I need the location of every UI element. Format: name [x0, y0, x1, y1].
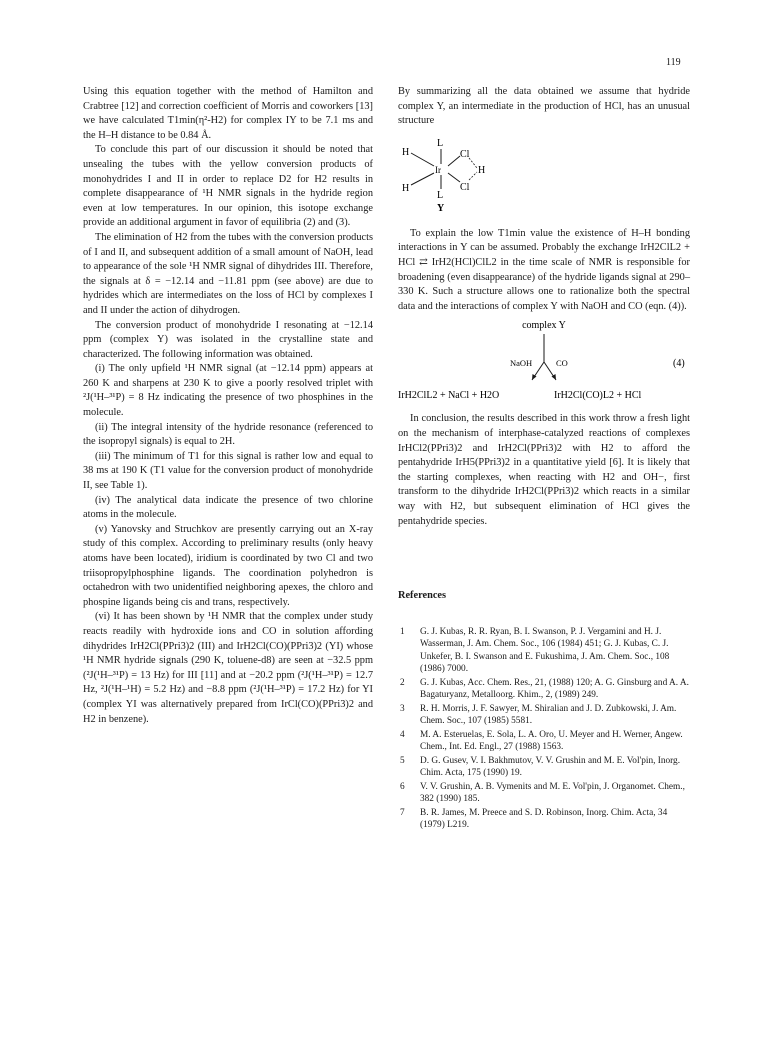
reference-item	[398, 677, 690, 702]
reference-text: B. R. James, M. Preece and S. D. Robinson, Inorg. Chim. Acta, 34 (1979) L219.	[420, 807, 668, 831]
paragraph: To explain the low T1min value the existence of H–H bonding interactions in Y can be assumed. Probably the exchange IrH2ClL2 + HCl ⇄ IrH2(HCl)ClL2 in the time scale of NMR is responsible for broadening (even disappearance) of the hydride ligands signal at 290–330 K. Such a structure allows one to rationalize both the spectral data and the interactions of complex Y with NaOH and CO (eqn. (4)).	[398, 227, 690, 312]
bond-line	[448, 173, 460, 182]
chloride-top: Cl	[460, 148, 470, 160]
reference-item	[398, 703, 690, 728]
conclusion-paragraph: In conclusion, the results described in this work throw a fresh light on the mechanism of interphase-catalyzed reactions of complexes IrHCl2(PPri3)2 and IrH2Cl(PPri3)2 with H2 to afford the pentahydride IrH5(PPri3)2 in a quantitative yield [6]. It is likely that the starting complexes, when reacting with H2 and OH−, first transform to the dihydride IrH2Cl(PPri3)2 which reacts in a similar way with H2, but subsequent elimination of HCl gives the pentahydride species.	[398, 413, 690, 527]
paragraph: The elimination of H2 from the tubes with the conversion products of I and II, and subsequent addition of a small amount of NaOH, lead to appearance of the sole ¹H NMR signal of dihydrides III. Therefore, the signals at δ = −12.14 and −11.81 ppm (see above) are due to hydrides which are intermediates on the loss of HCl by complexes I and II under the action of dihydrogen.	[83, 231, 373, 316]
bond-line	[469, 158, 477, 168]
reference-text: M. A. Esteruelas, E. Sola, L. A. Oro, U. Meyer and H. Werner, Angew. Chem., Int. Ed. Engl., 27 (1988) 1563.	[420, 729, 683, 753]
equation-number: (4)	[673, 358, 685, 370]
left-column	[83, 85, 373, 727]
bond-line	[411, 173, 434, 185]
ligand-l-top: L	[437, 137, 444, 149]
structure-diagram-y	[398, 135, 690, 213]
scheme-reactant: complex Y	[522, 320, 566, 332]
scheme-svg	[398, 316, 690, 402]
reference-item	[398, 807, 690, 832]
structure-svg	[398, 135, 690, 213]
reference-list	[398, 626, 690, 832]
reference-number: 5	[400, 755, 405, 766]
right-column	[398, 85, 690, 833]
reference-text: G. J. Kubas, R. R. Ryan, B. I. Swanson, P. J. Vergamini and H. J. Wasserman, J. Am. Chem. Soc., 106 (1984) 451; G. J. Kubas, C. J. Unkefer, B. I. Swanson and E. Fukushima, J. Am. Chem. Soc., 108 (1986) 7000.	[420, 626, 670, 675]
page-number: 119	[666, 57, 681, 68]
paragraph: (vi) It has been shown by ¹H NMR that the complex under study reacts readily with hydroxide ions and CO in solution affording dihydrides IrH2Cl(PPri3)2 (III) and IrH2Cl(CO)(PPri3)2 (YI) whose ¹H NMR hydride signals (290 K, toluene-d8) are seen at −32.5 ppm (²J(¹H–³¹P) = 13 Hz) for III [11] and at −20.2 ppm (²J(¹H–³¹P) = 12.7 Hz, ²J(¹H–¹H) = 5.2 Hz) and −8.8 ppm (²J(¹H–³¹P) = 17.2 Hz) for YI (complex YI was alternatively prepared from IrCl(CO)(PPri3)2 and H2 in benzene).	[83, 611, 373, 725]
intro-paragraph: By summarizing all the data obtained we assume that hydride complex Y, an intermediate in the production of HCl, has an unusual structure	[398, 86, 690, 127]
reference-number: 6	[400, 781, 405, 792]
paragraph: (i) The only upfield ¹H NMR signal (at −12.14 ppm) appears at 260 K and sharpens at 230 K to give a poorly resolved triplet with ²J(¹H–³¹P) = 8 Hz indicating the presence of two phosphines in the molecule.	[83, 363, 373, 419]
reference-number: 3	[400, 703, 405, 714]
paragraph: (ii) The integral intensity of the hydride resonance (referenced to the isopropyl signals) is equal to 2H.	[83, 421, 373, 448]
ligand-l-bottom: L	[437, 189, 444, 201]
paragraph: (v) Yanovsky and Struchkov are presently carrying out an X-ray study of this complex. According to preliminary results (only heavy atoms have been located), iridium is coordinated by two Cl and two triisopropylphosphine ligands. The coordination polyhedron is octahedron with two unidentified neighboring apexes, the chloro and phospine ligands being cis and trans, respectively.	[83, 523, 373, 608]
reagent-co: CO	[556, 358, 568, 369]
paragraph: To conclude this part of our discussion it should be noted that unsealing the tubes with the yellow conversion products of monohydrides I and II in order to replace D2 for H2 results in complete disappearance of ¹H NMR signals in the hydride region even at low temperatures. In our opinion, this isotope exchange provide an additional argument in favor of equilibria (2) and (3).	[83, 144, 373, 229]
paragraph: Using this equation together with the method of Hamilton and Crabtree [12] and correction coefficient of Morris and coworkers [13] we have calculated T1min(η²-H2) for complex IY to be 7.1 ms and the H–H distance to be 0.84 Å.	[83, 86, 373, 141]
bond-line	[411, 153, 434, 166]
paragraph: The conversion product of monohydride I resonating at −12.14 ppm (complex Y) was isolated in the crystalline state and characterized. The following information was obtained.	[83, 319, 373, 360]
references-heading: References	[398, 590, 447, 602]
reference-text: V. V. Grushin, A. B. Vymenits and M. E. Vol'pin, J. Organomet. Chem., 382 (1990) 185.	[420, 781, 685, 805]
bond-line	[448, 156, 460, 166]
reference-number: 1	[400, 626, 405, 637]
hydride-top: H	[402, 146, 410, 158]
reference-text: R. H. Morris, J. F. Sawyer, M. Shiralian and J. D. Zubkowski, J. Am. Chem. Soc., 107 (1985) 5581.	[420, 703, 677, 727]
paragraph: (iv) The analytical data indicate the presence of two chlorine atoms in the molecule.	[83, 494, 373, 521]
products-left: IrH2ClL2 + NaCl + H2O	[398, 390, 500, 402]
structure-label: Y	[437, 202, 445, 213]
reaction-scheme	[398, 316, 690, 402]
reference-item	[398, 626, 690, 676]
reference-item	[398, 781, 690, 806]
metal-label: Ir	[435, 164, 441, 175]
reference-number: 4	[400, 729, 405, 740]
chloride-bottom: Cl	[460, 181, 470, 193]
reference-number: 2	[400, 677, 405, 688]
hydride-bottom: H	[402, 182, 410, 194]
reference-item	[398, 755, 690, 780]
reagent-naoh: NaOH	[510, 358, 533, 369]
paragraph: (iii) The minimum of T1 for this signal is rather low and equal to 38 ms at 190 K (T1 value for the conversion product of monohydride II, see Table 1).	[83, 450, 373, 492]
bridging-hydrogen: H	[478, 164, 486, 176]
bond-line	[469, 172, 477, 180]
reference-text: G. J. Kubas, Acc. Chem. Res., 21, (1988) 120; A. G. Ginsburg and A. A. Bagaturyanz, Metalloorg. Khim., 2, (1989) 249.	[420, 677, 689, 701]
reference-number: 7	[400, 807, 405, 818]
products-right: IrH2Cl(CO)L2 + HCl	[554, 390, 642, 402]
reference-item	[398, 729, 690, 754]
reference-text: D. G. Gusev, V. I. Bakhmutov, V. V. Grushin and M. E. Vol'pin, Inorg. Chim. Acta, 175 (1990) 19.	[420, 755, 681, 779]
